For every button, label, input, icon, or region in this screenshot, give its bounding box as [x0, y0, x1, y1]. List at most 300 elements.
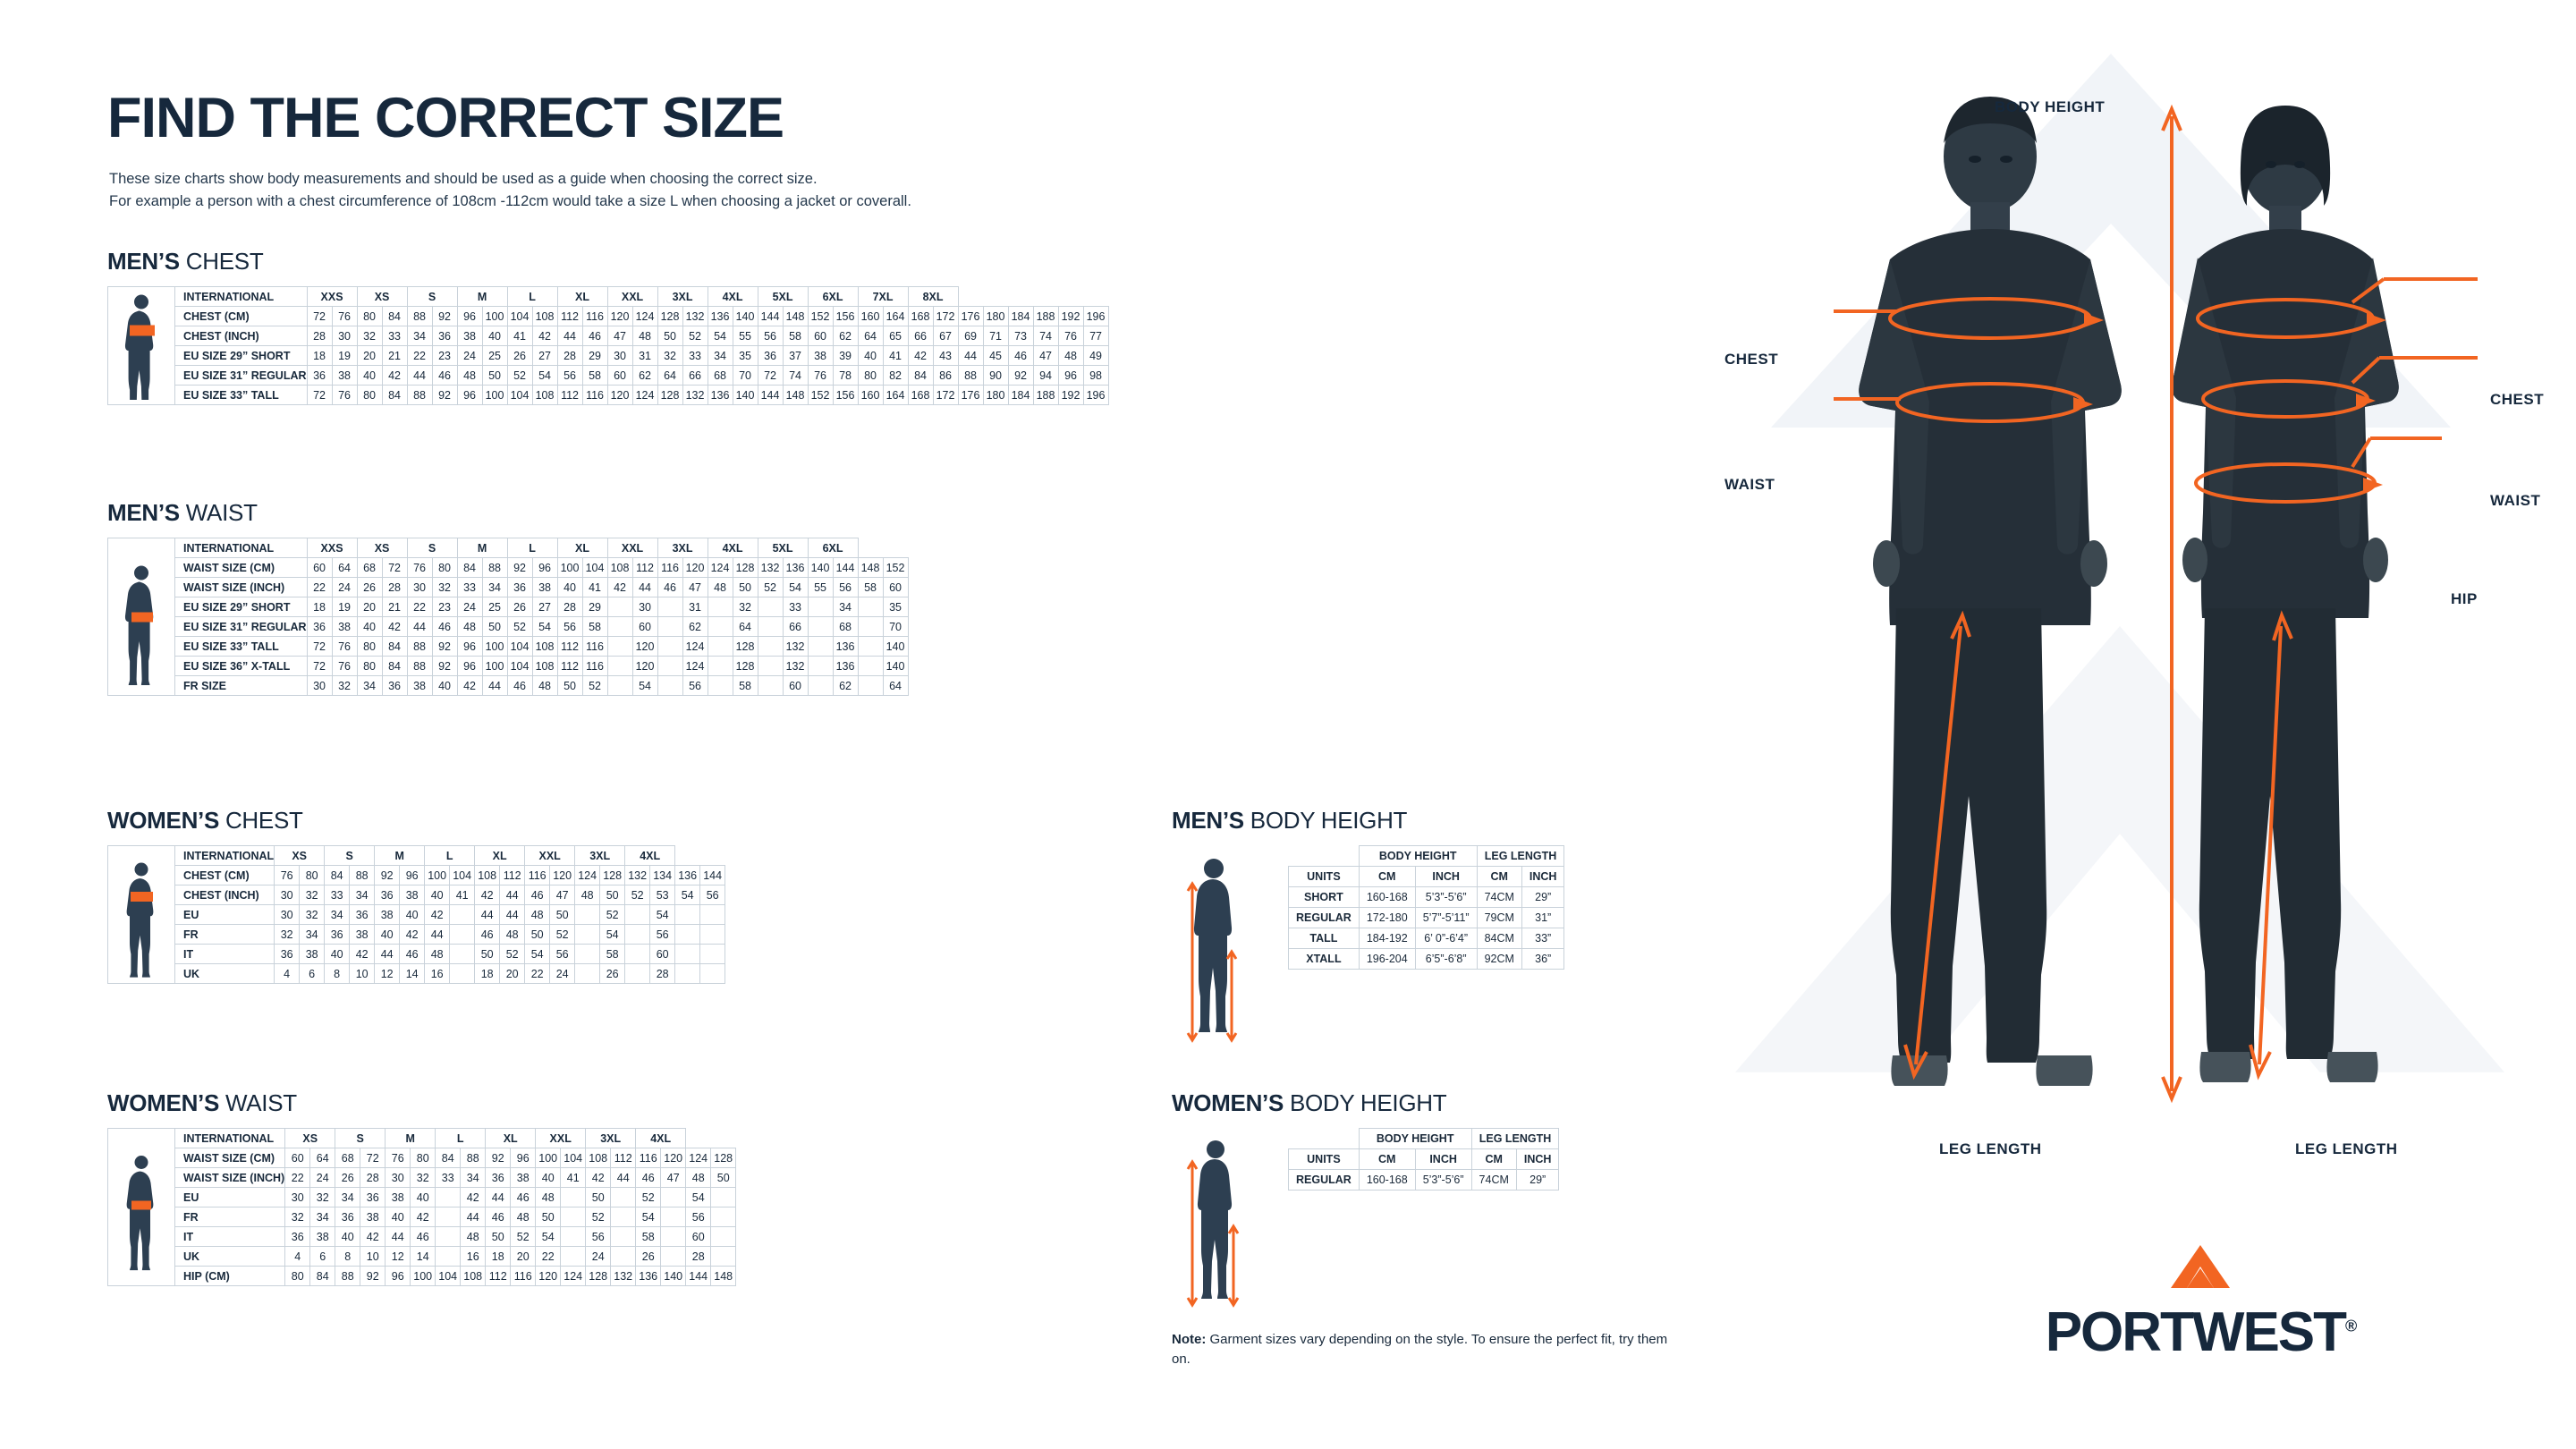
size-header: 5XL — [758, 287, 808, 307]
measure-cell: 84 — [310, 1267, 335, 1286]
measure-cell: 104 — [450, 866, 475, 886]
row-label: CHEST (CM) — [175, 866, 275, 886]
group-header-blank — [1289, 846, 1360, 867]
measure-cell: 116 — [582, 386, 607, 405]
measure-cell: 32 — [357, 326, 382, 346]
measure-cell: 42 — [586, 1168, 611, 1188]
measure-cell: 36 — [486, 1168, 511, 1188]
measure-cell: 90 — [983, 366, 1008, 386]
measure-cell: 32 — [285, 1208, 310, 1227]
measure-cell: 72 — [758, 366, 783, 386]
measure-cell: 64 — [858, 326, 883, 346]
measure-cell — [450, 945, 475, 964]
table-row — [108, 307, 1109, 326]
table-row — [108, 676, 909, 696]
measure-cell: 104 — [507, 386, 532, 405]
size-header: S — [407, 538, 457, 558]
measure-cell: 72 — [307, 307, 332, 326]
row-label: EU SIZE 29” SHORT — [175, 597, 308, 617]
measure-cell: 38 — [386, 1188, 411, 1208]
measure-cell: 44 — [475, 905, 500, 925]
measure-cell — [808, 617, 833, 637]
measure-cell: 160 — [858, 307, 883, 326]
measure-cell: 58 — [636, 1227, 661, 1247]
measure-cell: 45 — [983, 346, 1008, 366]
measure-cell: 33 — [457, 578, 482, 597]
size-header: 5XL — [758, 538, 808, 558]
row-label: REGULAR — [1289, 1170, 1360, 1191]
row-label: WAIST SIZE (INCH) — [175, 1168, 285, 1188]
section-title-mens-chest — [107, 248, 263, 275]
table-row — [108, 1247, 736, 1267]
measure-cell — [657, 617, 682, 637]
row-label: REGULAR — [1289, 908, 1360, 928]
label-chest-right: CHEST — [2490, 391, 2545, 408]
row-label: EU SIZE 36” X-TALL — [175, 657, 308, 676]
measure-cell: 28 — [557, 346, 582, 366]
measure-cell: 47 — [682, 578, 708, 597]
measure-cell: 44 — [386, 1227, 411, 1247]
measure-cell: 44 — [407, 617, 432, 637]
measure-cell: 54 — [708, 326, 733, 346]
measure-cell: 47 — [607, 326, 632, 346]
measure-cell: 140 — [883, 637, 908, 657]
measure-cell: 26 — [357, 578, 382, 597]
label-hip-right: HIP — [2451, 590, 2478, 607]
measure-cell: 30 — [275, 886, 300, 905]
measure-cell: 84 — [436, 1148, 461, 1168]
measure-cell: 56 — [833, 578, 858, 597]
table-womens-body-height — [1288, 1128, 1559, 1191]
size-header: 3XL — [575, 846, 625, 866]
measure-cell — [858, 597, 883, 617]
measure-cell: 20 — [357, 346, 382, 366]
measure-cell: 48 — [536, 1188, 561, 1208]
table-row — [108, 905, 725, 925]
label-waist-right: WAIST — [2490, 492, 2541, 509]
measure-cell: 79CM — [1477, 908, 1521, 928]
measure-cell: 100 — [411, 1267, 436, 1286]
measure-cell: 42 — [607, 578, 632, 597]
measure-cell — [575, 925, 600, 945]
measure-cell: 120 — [550, 866, 575, 886]
measure-cell: 192 — [1058, 307, 1083, 326]
measure-cell — [436, 1247, 461, 1267]
measure-cell: 64 — [332, 558, 357, 578]
measure-cell: 112 — [500, 866, 525, 886]
measure-cell: 66 — [783, 617, 808, 637]
measure-cell: 100 — [482, 637, 507, 657]
measure-cell — [625, 925, 650, 945]
measure-cell: 41 — [450, 886, 475, 905]
measure-cell: 92 — [432, 637, 457, 657]
measure-cell: 42 — [350, 945, 375, 964]
measure-cell: 33 — [325, 886, 350, 905]
measure-cell: 32 — [432, 578, 457, 597]
size-header: L — [507, 538, 557, 558]
measure-cell: 40 — [386, 1208, 411, 1227]
label-body-height: BODY HEIGHT — [1995, 98, 2106, 115]
table-row — [108, 657, 909, 676]
section-title-light: BODY HEIGHT — [1250, 807, 1408, 834]
measure-cell: 128 — [657, 307, 682, 326]
measure-cell: 176 — [958, 307, 983, 326]
measure-cell: 104 — [507, 657, 532, 676]
size-header: S — [335, 1129, 386, 1148]
measure-cell: 50 — [486, 1227, 511, 1247]
measure-cell: 64 — [733, 617, 758, 637]
size-header: XXL — [607, 538, 657, 558]
measure-cell: 60 — [686, 1227, 711, 1247]
measure-cell — [700, 925, 725, 945]
measure-cell: 72 — [307, 657, 332, 676]
table-row — [108, 558, 909, 578]
measure-cell: 112 — [557, 637, 582, 657]
measure-cell: 128 — [586, 1267, 611, 1286]
measure-cell: 21 — [382, 346, 407, 366]
measure-cell: 86 — [933, 366, 958, 386]
measure-cell: 60 — [632, 617, 657, 637]
table-row — [1289, 949, 1564, 970]
measure-cell: 88 — [461, 1148, 486, 1168]
measure-cell: 50 — [711, 1168, 736, 1188]
measure-cell — [758, 676, 783, 696]
measure-cell: 18 — [475, 964, 500, 984]
measure-cell — [625, 964, 650, 984]
column-header-international: INTERNATIONAL — [175, 538, 308, 558]
measure-cell: 96 — [532, 558, 557, 578]
measure-cell: 108 — [532, 637, 557, 657]
measure-cell: 60 — [783, 676, 808, 696]
measure-cell: 47 — [1033, 346, 1058, 366]
measure-cell: 35 — [733, 346, 758, 366]
measure-cell: 76 — [407, 558, 432, 578]
measure-cell: 52 — [500, 945, 525, 964]
measure-cell: 48 — [686, 1168, 711, 1188]
measure-cell: 132 — [682, 386, 708, 405]
measure-cell: 44 — [557, 326, 582, 346]
measure-cell: 27 — [532, 597, 557, 617]
measure-cell: 116 — [582, 307, 607, 326]
measure-cell: 31” — [1521, 908, 1564, 928]
measure-cell: 184-192 — [1359, 928, 1415, 949]
measure-cell: 96 — [457, 386, 482, 405]
measure-cell: 30 — [307, 676, 332, 696]
table-row — [108, 578, 909, 597]
measure-cell: 6 — [300, 964, 325, 984]
table-row — [108, 617, 909, 637]
group-header-body-height: BODY HEIGHT — [1359, 846, 1477, 867]
measure-cell: 136 — [833, 637, 858, 657]
measure-cell: 132 — [783, 637, 808, 657]
measure-cell: 164 — [883, 386, 908, 405]
measure-cell: 124 — [561, 1267, 586, 1286]
table-row — [108, 1227, 736, 1247]
measure-cell: 148 — [783, 307, 808, 326]
measure-cell: 156 — [833, 307, 858, 326]
measure-cell: 116 — [511, 1267, 536, 1286]
measure-cell: 88 — [958, 366, 983, 386]
measure-cell — [450, 925, 475, 945]
measure-cell: 54 — [536, 1227, 561, 1247]
measure-cell: 39 — [833, 346, 858, 366]
measure-cell — [708, 657, 733, 676]
measure-cell: 38 — [360, 1208, 386, 1227]
measure-cell: 108 — [532, 657, 557, 676]
size-header: 3XL — [586, 1129, 636, 1148]
measure-cell: 54 — [532, 366, 557, 386]
measure-cell: 21 — [382, 597, 407, 617]
measure-cell: 96 — [457, 657, 482, 676]
measure-cell: 124 — [682, 637, 708, 657]
measure-cell: 60 — [650, 945, 675, 964]
brand-name: PORTWEST® — [2045, 1301, 2356, 1363]
column-header-row — [1289, 1149, 1559, 1170]
measure-cell: 72 — [307, 637, 332, 657]
measure-cell: 58 — [582, 366, 607, 386]
measure-cell: 42 — [908, 346, 933, 366]
measure-cell: 29 — [582, 597, 607, 617]
measure-cell: 38 — [407, 676, 432, 696]
measure-cell: 176 — [958, 386, 983, 405]
measure-cell: 192 — [1058, 386, 1083, 405]
measure-cell: 20 — [357, 597, 382, 617]
measure-cell: 42 — [411, 1208, 436, 1227]
size-header: 4XL — [636, 1129, 686, 1148]
measure-cell — [858, 617, 883, 637]
measure-cell — [700, 964, 725, 984]
column-header: INCH — [1521, 867, 1564, 887]
measure-cell: 56 — [650, 925, 675, 945]
measure-cell: 48 — [532, 676, 557, 696]
measure-cell: 36 — [382, 676, 407, 696]
measure-cell: 44 — [407, 366, 432, 386]
measure-cell: 96 — [1058, 366, 1083, 386]
measure-cell: 116 — [657, 558, 682, 578]
measure-cell: 10 — [360, 1247, 386, 1267]
measure-cell: 152 — [808, 307, 833, 326]
column-header: INCH — [1415, 1149, 1471, 1170]
measure-cell: 48 — [457, 366, 482, 386]
measure-cell: 36 — [350, 905, 375, 925]
measure-cell: 5’3”-5’6” — [1415, 887, 1477, 908]
measure-cell: 66 — [682, 366, 708, 386]
size-header: L — [507, 287, 557, 307]
measure-cell: 8 — [335, 1247, 360, 1267]
measure-cell: 10 — [350, 964, 375, 984]
measure-cell: 84 — [382, 637, 407, 657]
measure-cell: 31 — [632, 346, 657, 366]
body-height-arrow — [2163, 109, 2181, 1098]
measure-cell: 96 — [400, 866, 425, 886]
measure-cell: 128 — [600, 866, 625, 886]
measure-cell: 24 — [332, 578, 357, 597]
measure-cell: 38 — [350, 925, 375, 945]
size-header: M — [375, 846, 425, 866]
measure-cell: 5’3”-5’6” — [1415, 1170, 1471, 1191]
measure-cell: 19 — [332, 597, 357, 617]
measure-cell — [808, 597, 833, 617]
measure-cell: 49 — [1083, 346, 1108, 366]
table-row — [108, 637, 909, 657]
size-header: 8XL — [908, 287, 958, 307]
measure-cell: 172-180 — [1359, 908, 1415, 928]
measure-cell: 14 — [400, 964, 425, 984]
measure-cell: 48 — [575, 886, 600, 905]
measure-cell: 29” — [1516, 1170, 1559, 1191]
measure-cell: 25 — [482, 597, 507, 617]
measure-cell: 30 — [607, 346, 632, 366]
measure-cell: 50 — [657, 326, 682, 346]
figure-icon-cell — [108, 287, 175, 405]
measure-cell: 50 — [600, 886, 625, 905]
measure-cell — [808, 637, 833, 657]
column-header-international: INTERNATIONAL — [175, 1129, 285, 1148]
measure-cell — [708, 637, 733, 657]
measure-cell: 48 — [708, 578, 733, 597]
measure-cell: 88 — [482, 558, 507, 578]
measure-cell: 26 — [507, 597, 532, 617]
measure-cell: 92CM — [1477, 949, 1521, 970]
measure-cell: 152 — [808, 386, 833, 405]
measure-cell: 40 — [536, 1168, 561, 1188]
footnote-text: Garment sizes vary depending on the style. To ensure the perfect fit, try them on. — [1172, 1332, 1668, 1367]
measure-cell: 42 — [400, 925, 425, 945]
measure-cell: 28 — [557, 597, 582, 617]
label-leg-length-left: LEG LENGTH — [1939, 1140, 2042, 1157]
measure-cell: 44 — [375, 945, 400, 964]
measure-cell: 74 — [1033, 326, 1058, 346]
measure-cell: 76 — [332, 637, 357, 657]
measure-cell: 46 — [525, 886, 550, 905]
measure-cell: 32 — [332, 676, 357, 696]
measure-cell: 24 — [457, 597, 482, 617]
measure-cell: 20 — [500, 964, 525, 984]
section-title-light: WAIST — [225, 1089, 297, 1116]
measure-cell — [436, 1208, 461, 1227]
measure-cell: 36 — [285, 1227, 310, 1247]
measure-cell: 120 — [632, 637, 657, 657]
measure-cell — [758, 597, 783, 617]
measure-cell: 28 — [307, 326, 332, 346]
measure-cell: 41 — [507, 326, 532, 346]
measure-cell: 26 — [335, 1168, 360, 1188]
measure-cell: 88 — [407, 307, 432, 326]
measure-cell — [675, 905, 700, 925]
page-title: FIND THE CORRECT SIZE — [107, 87, 784, 149]
measure-cell: 64 — [310, 1148, 335, 1168]
table-row — [108, 925, 725, 945]
measure-cell: 80 — [411, 1148, 436, 1168]
measure-cell: 44 — [611, 1168, 636, 1188]
measure-cell: 25 — [482, 346, 507, 366]
measure-cell: 14 — [411, 1247, 436, 1267]
measure-cell: 23 — [432, 346, 457, 366]
measure-cell: 124 — [708, 558, 733, 578]
measure-cell: 36 — [758, 346, 783, 366]
measure-cell: 48 — [500, 925, 525, 945]
mens-height-figure-icon — [1176, 854, 1266, 1046]
measure-cell: 34 — [357, 676, 382, 696]
measure-cell: 34 — [407, 326, 432, 346]
measure-cell: 108 — [475, 866, 500, 886]
measure-cell: 32 — [657, 346, 682, 366]
size-header: XXS — [307, 287, 357, 307]
size-header: XXS — [307, 538, 357, 558]
measure-cell — [450, 964, 475, 984]
measure-cell: 112 — [611, 1148, 636, 1168]
table-row — [108, 964, 725, 984]
measure-cell — [808, 657, 833, 676]
measure-cell: 32 — [300, 886, 325, 905]
measure-cell: 40 — [357, 366, 382, 386]
measure-cell: 46 — [507, 676, 532, 696]
measure-cell: 132 — [625, 866, 650, 886]
measure-cell — [611, 1227, 636, 1247]
measure-cell: 104 — [561, 1148, 586, 1168]
measure-cell: 60 — [808, 326, 833, 346]
measure-cell: 62 — [682, 617, 708, 637]
measure-cell: 92 — [432, 657, 457, 676]
measure-cell: 120 — [607, 307, 632, 326]
measure-cell: 44 — [500, 886, 525, 905]
measure-cell: 42 — [382, 366, 407, 386]
measure-cell: 60 — [307, 558, 332, 578]
measure-cell: 44 — [486, 1188, 511, 1208]
measure-cell: 108 — [461, 1267, 486, 1286]
measure-cell: 172 — [933, 386, 958, 405]
measure-cell: 4 — [275, 964, 300, 984]
measure-cell: 134 — [650, 866, 675, 886]
measure-cell: 24 — [457, 346, 482, 366]
measure-cell: 98 — [1083, 366, 1108, 386]
measure-cell — [657, 676, 682, 696]
measure-cell — [607, 657, 632, 676]
column-header: INCH — [1415, 867, 1477, 887]
measure-cell: 58 — [600, 945, 625, 964]
group-header-row — [1289, 846, 1564, 867]
measure-cell: 52 — [507, 366, 532, 386]
measure-cell: 120 — [632, 657, 657, 676]
womens-height-figure-icon — [1176, 1136, 1266, 1310]
measure-cell: 40 — [411, 1188, 436, 1208]
measure-cell: 196 — [1083, 386, 1108, 405]
section-title-light: WAIST — [185, 499, 258, 526]
measure-cell: 76 — [808, 366, 833, 386]
measure-cell: 43 — [933, 346, 958, 366]
measure-cell: 40 — [325, 945, 350, 964]
measure-cell: 54 — [783, 578, 808, 597]
measure-cell: 34 — [325, 905, 350, 925]
measure-cell: 94 — [1033, 366, 1058, 386]
measure-cell: 40 — [375, 925, 400, 945]
measure-cell: 30 — [407, 578, 432, 597]
size-header: 4XL — [625, 846, 675, 866]
measure-cell: 36 — [335, 1208, 360, 1227]
measure-cell: 68 — [708, 366, 733, 386]
measure-cell: 46 — [1008, 346, 1033, 366]
measure-cell: 124 — [682, 657, 708, 676]
measure-cell: 30 — [332, 326, 357, 346]
measure-cell: 140 — [883, 657, 908, 676]
table-row — [108, 346, 1109, 366]
measure-cell: 76 — [332, 657, 357, 676]
measure-cell: 41 — [582, 578, 607, 597]
measure-cell: 34 — [482, 578, 507, 597]
size-header: 6XL — [808, 538, 858, 558]
measure-cell: 6’ 0”-6’4” — [1415, 928, 1477, 949]
measure-cell: 40 — [357, 617, 382, 637]
